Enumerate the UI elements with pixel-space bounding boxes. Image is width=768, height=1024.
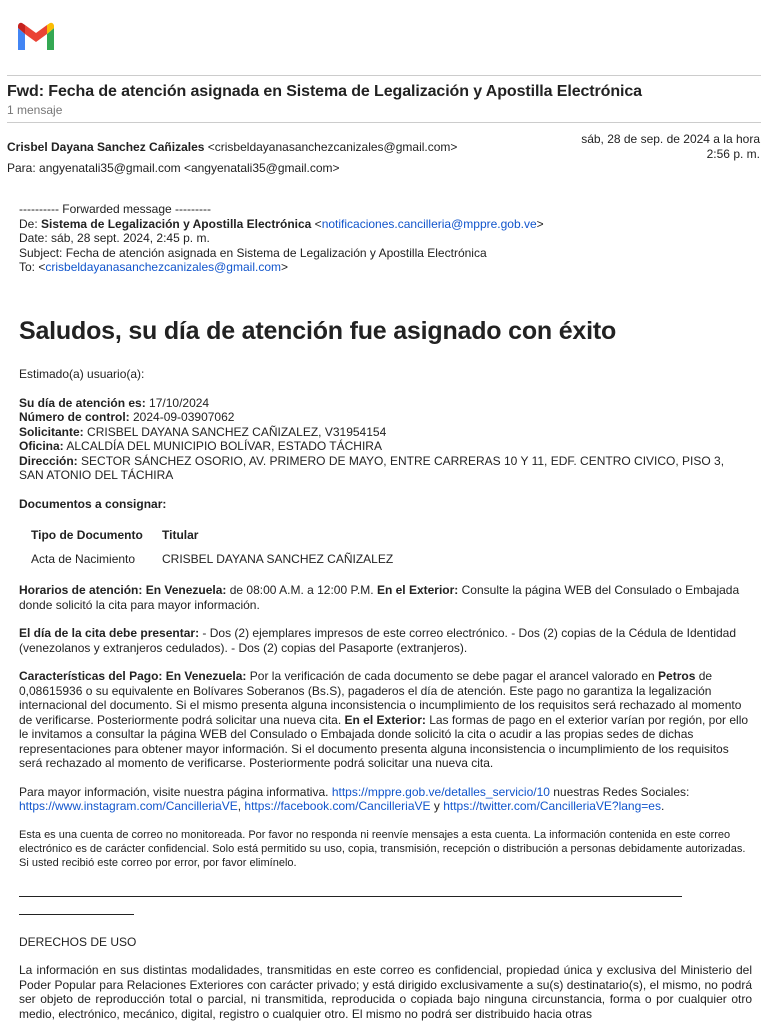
table-cell-titular: CRISBEL DAYANA SANCHEZ CAÑIZALEZ [162, 551, 394, 566]
horarios-label: Horarios de atención: En Venezuela: [19, 583, 227, 597]
presentar-text: - Dos (2) ejemplares impresos de este correo electrónico. - Dos (2) copias de la Cédula de Identidad (venezolanos y extranjeros cedulados). - Dos (2) copias del Pasaporte (extranjeros). [19, 626, 737, 655]
documentos-heading-text: Documentos a consignar: [19, 496, 167, 511]
twitter-link[interactable]: https://twitter.com/CancilleriaVE?lang=es [443, 799, 661, 813]
facebook-link[interactable]: https://facebook.com/CancilleriaVE [244, 799, 431, 813]
hero-title: Saludos, su día de atención fue asignado con éxito [19, 317, 617, 345]
horarios-text2: Consulte la página WEB del Consulado o Embajada donde solicitó la cita para mayor información. [19, 583, 740, 612]
table-header-row [31, 525, 407, 549]
presentar-label: El día de la cita debe presentar: [19, 626, 200, 640]
pago-label2: En el Exterior: [344, 712, 426, 727]
forward-from-name: Sistema de Legalización y Apostilla Electrónica [41, 216, 312, 231]
info-text2: nuestras Redes Sociales: [549, 784, 690, 799]
table-row [31, 549, 407, 570]
forward-from: De: Sistema de Legalización y Apostilla Electrónica <notificaciones.cancilleria@mppre.gob.ve> [19, 216, 544, 231]
table-header-tipo: Tipo de Documento [31, 528, 143, 542]
direccion-value: SECTOR SÁNCHEZ OSORIO, AV. PRIMERO DE MAYO, ENTRE CARRERAS 10 Y 11, EDF. CENTRO CIVICO, PISO 3, SAN ATONIO DEL TÁCHIRA [19, 453, 725, 482]
forward-to: To: <crisbeldayanasanchezcanizales@gmail.com> [19, 260, 289, 274]
pago-text2: de 0,08615936 o su equivalente en Bolívares Soberanos (Bs.S), pagaderos el día de atención. Este pago no garantiza la legalización internacional del documento. Si el mismo presenta alguna inconsistencia o incumplimiento de los requisitos será rechazado al momento de verificarse. Posteriormente podrá solicitar una nueva cita. [19, 669, 742, 727]
forward-to-label: To: [19, 260, 36, 274]
table-header-titular: Titular [162, 528, 199, 542]
sender-email: <crisbeldayanasanchezcanizales@gmail.com> [207, 140, 458, 154]
pago-text1: Por la verificación de cada documento se debe pagar el arancel valorado en [246, 669, 659, 683]
subject-divider [7, 122, 761, 123]
pago-label: Características del Pago: En Venezuela: [19, 669, 247, 683]
disclaimer: Esta es una cuenta de correo no monitoreada. Por favor no responda ni reenvíe mensajes a esta cuenta. La información contenida en este correo electrónico es de carácter confidencial. Solo está permitido su uso, copia, transmisión, recepción o distribución a personas debidamente autorizadas. Si usted recibió este correo por error, por favor elimínelo. [19, 828, 746, 869]
forward-date: Date: sáb, 28 sept. 2024, 2:45 p. m. [19, 231, 210, 245]
forward-from-label: De: [19, 216, 38, 231]
info-paragraph [19, 785, 752, 814]
forward-to-email-link[interactable]: crisbeldayanasanchezcanizales@gmail.com [45, 260, 281, 274]
info-and: y [430, 799, 444, 813]
documentos-heading [19, 497, 752, 512]
table-cell-tipo: Acta de Nacimiento [31, 551, 136, 566]
solicitante-label: Solicitante: [19, 424, 84, 439]
solicitante-value: CRISBEL DAYANA SANCHEZ CAÑIZALEZ, V31954154 [83, 424, 387, 439]
dia-value: 17/10/2024 [145, 395, 210, 410]
greeting: Estimado(a) usuario(a): [19, 367, 145, 381]
gmail-logo-icon [16, 22, 56, 52]
separator-short [19, 914, 134, 915]
recipient-line: Para: angyenatali35@gmail.com <angyenatali35@gmail.com> [7, 161, 340, 175]
derechos-heading: DERECHOS DE USO [19, 934, 137, 949]
email-body [19, 367, 752, 1024]
header-divider [7, 75, 761, 76]
forward-subject: Subject: Fecha de atención asignada en Sistema de Legalización y Apostilla Electrónica [19, 245, 487, 260]
sender-name: Crisbel Dayana Sanchez Cañizales [7, 140, 205, 154]
oficina-label: Oficina: [19, 439, 64, 453]
derechos-text: La información en sus distintas modalidades, transmitidas en este correo es confidencial, propiedad única y exclusiva del Ministerio del Poder Popular para Relaciones Exteriores con carácter privado; y está dirigido exclusivamente a su(s) destinatario(s), el mismo, no podrá ser objeto de reproducción total o parcial, ni transmitida, reproducida o copiada bajo ninguna circunstancia, forma o por cualquier otro medio, electrónico, mecánico, digital, registro o cualquier otro. El mismo no podrá ser distribuido hacia otras [19, 963, 752, 1021]
horarios-paragraph [19, 583, 752, 612]
dia-label: Su día de atención es: [19, 395, 146, 410]
sent-date-line1: sáb, 28 de sep. de 2024 a la hora [581, 132, 760, 146]
pago-text3: Las formas de pago en el exterior varían por región, por ello le invitamos a consultar la página WEB del Consulado o Embajada donde solicitó la cita o acudir a las propias sedes de dichas representaciones para obtener mayor información. Si el documento presenta alguna inconsistencia o incumplimiento de los requisitos será rechazado al momento de verificarse. Posteriormente podrá solicitar una nueva cita. [19, 712, 749, 770]
forward-marker: ---------- Forwarded message --------- [19, 202, 211, 216]
forwarded-header [19, 202, 544, 275]
documentos-table [31, 525, 407, 569]
oficina-value: ALCALDÍA DEL MUNICIPIO BOLÍVAR, ESTADO TÁCHIRA [63, 439, 382, 453]
pago-petros: Petros [658, 669, 696, 683]
presentar-paragraph [19, 626, 752, 655]
info-end: . [660, 799, 665, 813]
email-subject: Fwd: Fecha de atención asignada en Sistema de Legalización y Apostilla Electrónica [7, 83, 642, 100]
sent-date-line2: 2:56 p. m. [706, 147, 760, 161]
info-text1: Para mayor información, visite nuestra página informativa. [19, 784, 332, 799]
pago-paragraph [19, 669, 752, 771]
sender-line [7, 140, 457, 154]
info-sep: , [237, 799, 245, 813]
appointment-details [19, 396, 752, 483]
control-label: Número de control: [19, 410, 130, 424]
servicio-link[interactable]: https://mppre.gob.ve/detalles_servicio/10 [331, 784, 550, 799]
sent-date [560, 132, 760, 162]
horarios-text1: de 08:00 A.M. a 12:00 P.M. [226, 583, 377, 597]
instagram-link[interactable]: https://www.instagram.com/CancilleriaVE [19, 799, 238, 813]
horarios-label2: En el Exterior: [376, 583, 459, 597]
message-count: 1 mensaje [7, 103, 63, 117]
forward-from-email-link[interactable]: notificaciones.cancilleria@mppre.gob.ve [321, 216, 537, 231]
separator-long [19, 896, 682, 897]
control-value: 2024-09-03907062 [129, 410, 235, 424]
direccion-label: Dirección: [19, 453, 78, 468]
